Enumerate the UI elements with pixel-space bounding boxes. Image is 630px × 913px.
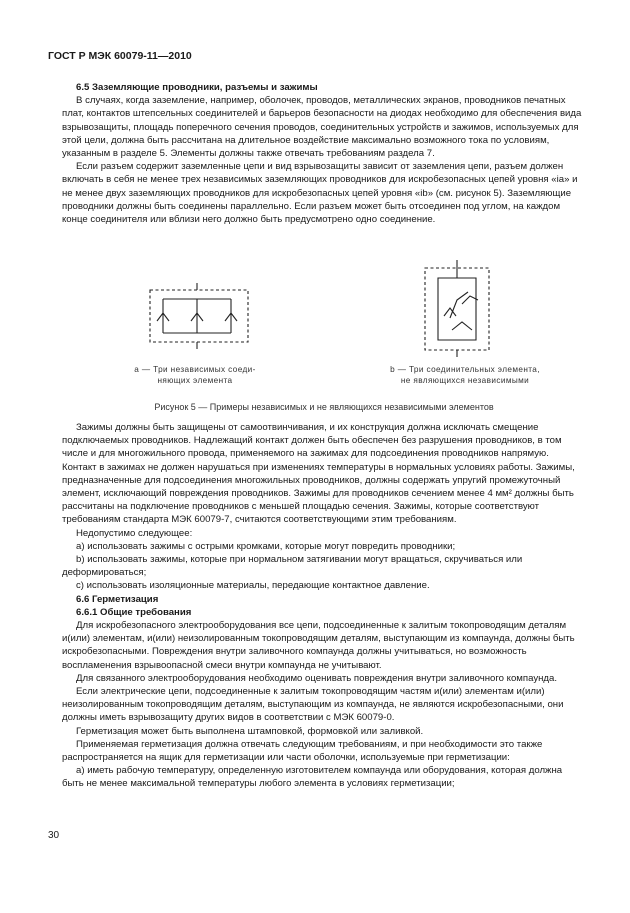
terminals-and-encapsulation-text: [62, 421, 586, 791]
paragraph: Применяемая герметизация должна отвечать следующим требованиям, и при необходимости это также распространяется на ящик для герметизации или части оболочки, используемые при герметизации:: [62, 738, 543, 764]
paragraph: Для связанного электрооборудования необходимо оценивать повреждения внутри заливочного компаунда.: [76, 672, 558, 684]
figure-b-caption-line2: не являющихся независимыми: [400, 376, 530, 385]
figure-a-diagram: [150, 283, 248, 349]
paragraph: Для искробезопасного электрооборудования все цепи, подсоединенные к залитым токопроводящим деталям и(или) элементам, и(или) неизолированным токопроводящим деталям, выступающим из компаунда, должны быть искробезопасными. Повреждения внутри заливочного компаунда должны учитываться, но возможность воспламенения взрывоопасной смеси внутри компаунда не учитывают.: [62, 620, 575, 671]
section-heading: 6.6 Герметизация: [76, 593, 159, 605]
paragraph: а) иметь рабочую температуру, определенную изготовителем компаунда или оборудования, которая должна быть не менее максимальной температуры любого элемента в условиях герметизации;: [62, 765, 563, 790]
figure-b-diagram: [425, 260, 489, 357]
figure-a-caption-line1: а — Три независимых соеди-: [134, 365, 256, 374]
figure-a-caption: [120, 364, 270, 386]
paragraph: В случаях, когда заземление, например, оболочек, проводов, металлических экранов, проводников печатных плат, контактов штепсельных соединителей и барьеров безопасности на диодах необходимо для обеспечения вида взрывозащиты, площадь поперечного сечения проводов, соединительных устройств и зажимов, используемых для этой цели, должна быть рассчитана на длительное воздействие максимально возможного тока по условиям, указанным в разделе 5. Элементы должны также отвечать требованиям раздела 7.: [62, 95, 582, 160]
figure-b-caption: [380, 364, 550, 386]
paragraph: а) использовать зажимы с острыми кромками, которые могут повредить проводники;: [76, 540, 456, 552]
paragraph: Герметизация может быть выполнена штамповкой, формовкой или заливкой.: [76, 725, 424, 737]
paragraph: Если разъем содержит заземленные цепи и вид взрывозащиты зависит от заземления цепи, разъем должен включать в себя не менее трех независимых заземляющих проводников для искробезопасных цепей уровня «ia» и не менее двух заземляющих проводников для искробезопасных цепей уровня «ib» (см. рисунок 5). Заземляющие проводники должны быть соединены параллельно. Если разъем может быть отсоединен под углом, на каждом конце соединителя или вблизи него должно быть предусмотрено одно соединение.: [62, 161, 578, 226]
paragraph: Недопустимо следующее:: [76, 527, 193, 539]
section-heading: 6.6.1 Общие требования: [76, 606, 192, 618]
paragraph: Если электрические цепи, подсоединенные к залитым токопроводящим частям и(или) элементам и(или) неизолированным токопроводящим деталям, выступающим из компаунда, не являются искробезопасными, они должны иметь взрывозащиту других видов в соответствии с МЭК 60079-0.: [62, 686, 564, 724]
document-header: ГОСТ Р МЭК 60079-11—2010: [48, 50, 192, 62]
page-number: 30: [48, 830, 60, 841]
figure-a-caption-line2: няющих элемента: [157, 376, 233, 385]
paragraph: с) использовать изоляционные материалы, передающие контактное давление.: [76, 580, 430, 592]
paragraph: Зажимы должны быть защищены от самоотвинчивания, и их конструкция должна исключать смещение подключаемых проводников. Надлежащий контакт должен быть обеспечен без разрушения проводников, в том числе и для многожильного провода, применяемого на зажимах для подсоединения проводников напрямую. Контакт в зажимах не должен нарушаться при изменениях температуры в нормальных условиях работы. Зажимы, предназначенные для подсоединения многожильных проводников, должны содержать упругий промежуточный элемент, исключающий повреждения проводников. Зажимы для проводников сечением менее 4 мм² должны быть рассчитаны на подключение проводников с меньшей площадью сечения. Зажимы, которые соответствуют требованиям стандарта МЭК 60079-7, считаются соответствующими этим требованиям.: [62, 422, 575, 526]
figure-title: Рисунок 5 — Примеры независимых и не являющихся независимыми элементов: [154, 402, 494, 412]
figure-b-caption-line1: b — Три соединительных элемента,: [390, 365, 540, 374]
section-heading: 6.5 Заземляющие проводники, разъемы и зажимы: [76, 82, 318, 93]
paragraph: b) использовать зажимы, которые при нормальном затягивании могут вращаться, скручиваться или деформироваться;: [62, 554, 523, 579]
